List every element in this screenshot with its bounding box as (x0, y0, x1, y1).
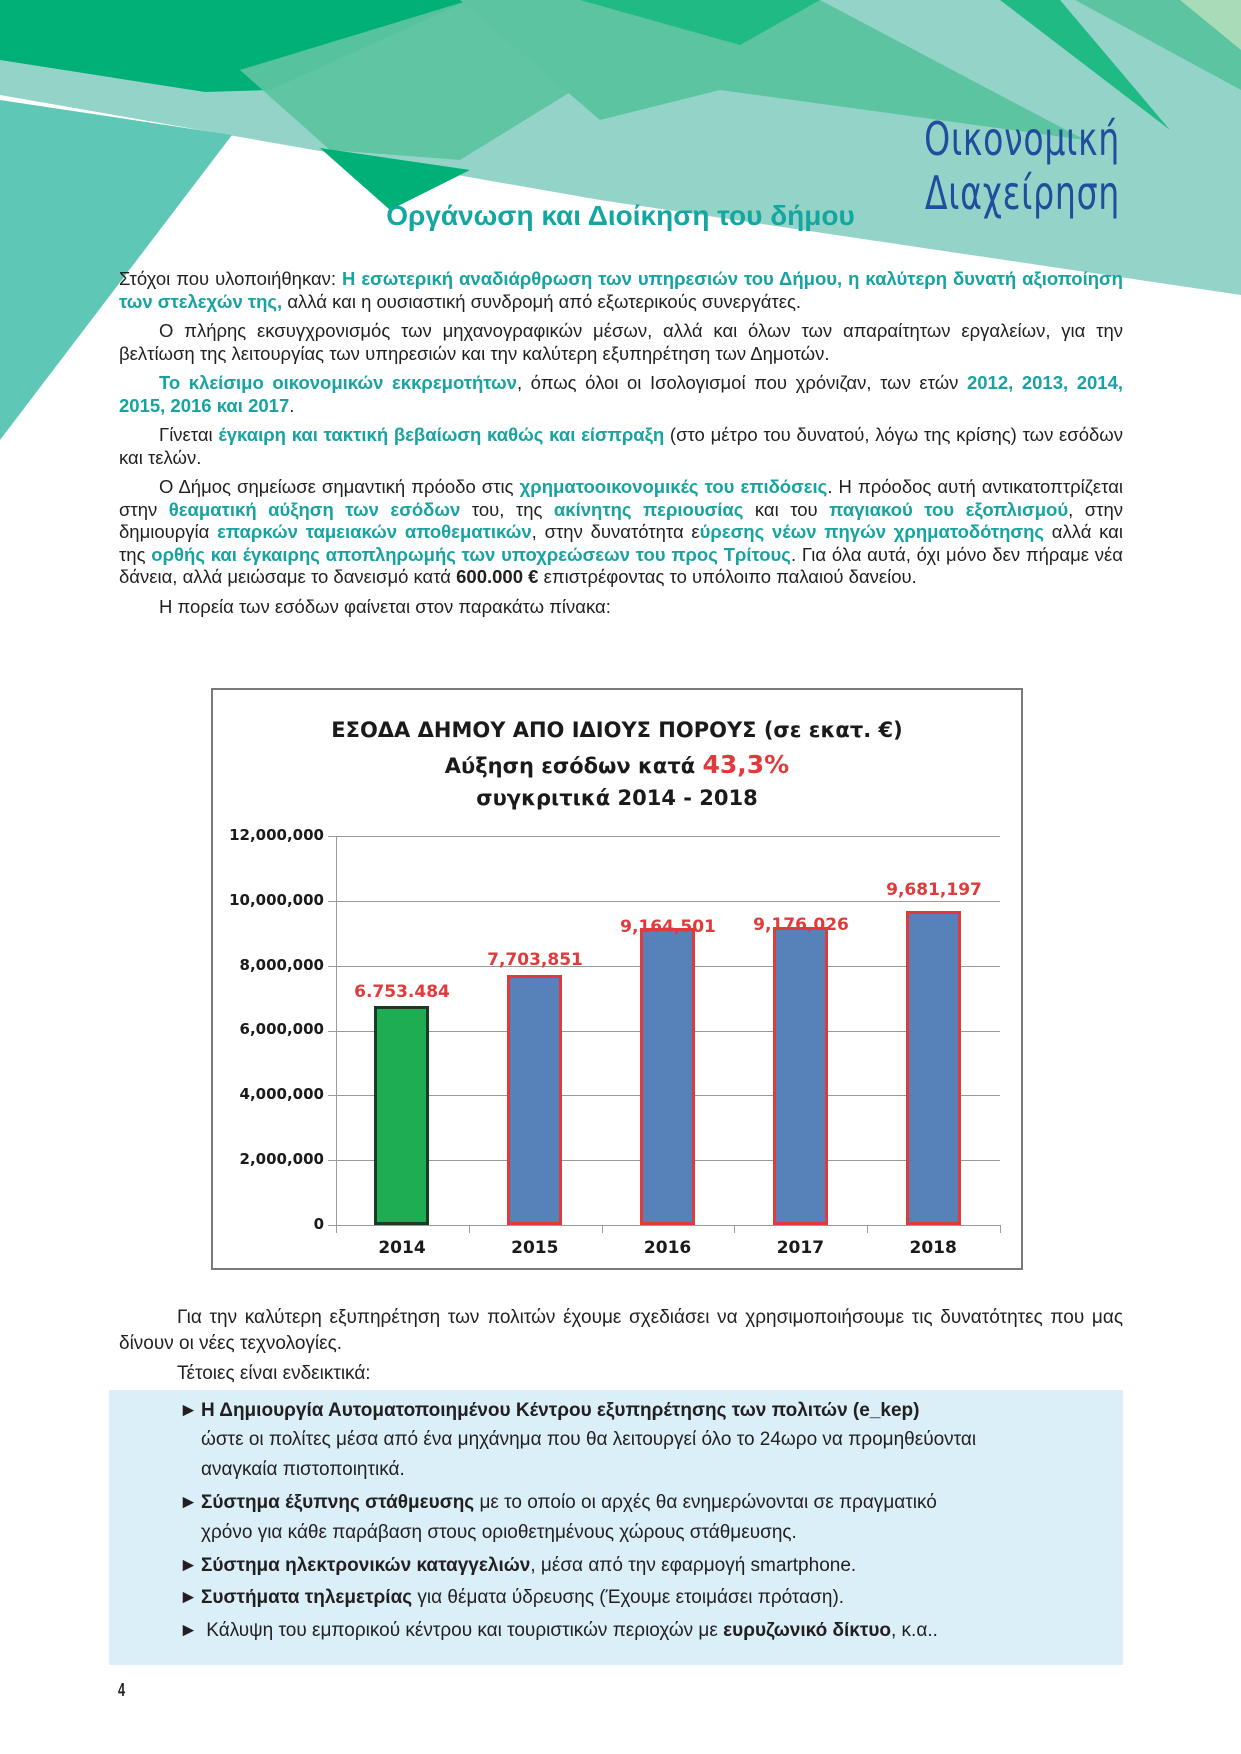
list-item-broadband: ► Κάλυψη του εμπορικού κέντρου και τουριστικών περιοχών με ευρυζωνικό δίκτυο, κ.α.. (179, 1620, 938, 1641)
list-item-continuation: αναγκαία πιστοποιητικά. (201, 1459, 405, 1480)
paragraph-pending: Το κλείσιμο οικονομικών εκκρεμοτήτων, όπως όλοι οι Ισολογισμοί που χρόνιζαν, των ετών 2012, 2013, 2014, 2015, 2016 και 2017. (119, 372, 1124, 416)
paragraph-collection: Γίνεται έγκαιρη και τακτική βεβαίωση καθώς και είσπραξη (στο μέτρο του δυνατού, λόγω της κρίσης) των εσόδων και τελών. (119, 424, 1124, 468)
revenue-chart (211, 688, 1023, 1270)
x-tick-label: 2017 (776, 1238, 825, 1258)
chart-title: ΕΣΟΔΑ ΔΗΜΟΥ ΑΠΟ ΙΔΙΟΥΣ ΠΟΡΟΥΣ (σε εκατ. €) (331, 718, 903, 742)
chart-subtitle: Αύξηση εσόδων κατά 43,3% (444, 750, 790, 779)
y-tick-label: 8,000,000 (239, 956, 324, 974)
plot-area (229, 826, 1000, 1258)
y-tick-label: 4,000,000 (239, 1085, 324, 1103)
paragraph-chart-intro: Η πορεία των εσόδων φαίνεται στον παρακάτω πίνακα: (159, 595, 611, 617)
page-number: 4 (118, 1680, 126, 1700)
bullet-arrow-icon: ► (179, 1400, 198, 1421)
x-tick-mark (867, 1225, 868, 1233)
data-label-2017: 9,176,026 (753, 915, 849, 935)
x-tick-label: 2014 (378, 1238, 426, 1258)
y-tick-label: 6,000,000 (239, 1020, 324, 1038)
y-tick-label: 12,000,000 (229, 826, 324, 844)
data-label-2018: 9,681,197 (886, 880, 982, 900)
x-tick-mark (469, 1225, 470, 1233)
x-tick-mark (336, 1225, 337, 1233)
x-tick-label: 2018 (909, 1238, 957, 1258)
list-item-telemetry: ► Συστήματα τηλεμετρίας για θέματα ύδρευσης (Έχουμε ετοιμάσει πρόταση). (179, 1587, 845, 1608)
paragraph-technologies: Για την καλύτερη εξυπηρέτηση των πολιτών έχουμε σχεδιάσει να χρησιμοποιήσουμε τις δυνατότητες που μας δίνουν οι νέες τεχνολογίες. (119, 1307, 1123, 1354)
bar-2016 (640, 928, 695, 1225)
x-tick-mark (1000, 1225, 1001, 1233)
data-label-2015: 7,703,851 (487, 950, 583, 970)
paragraph-examples-intro: Τέτοιες είναι ενδεικτικά: (177, 1363, 371, 1384)
y-tick-label: 0 (313, 1215, 324, 1233)
list-item-continuation: ώστε οι πολίτες μέσα από ένα μηχάνημα που θα λειτουργεί όλο το 24ωρο να προμηθεύονται (201, 1429, 977, 1450)
bar-2017 (773, 927, 828, 1225)
y-axis-line (336, 836, 337, 1225)
list-item-ekep: ► Η Δημιουργία Αυτοματοποιημένου Κέντρου εξυπηρέτησης των πολιτών (e_kep) (179, 1400, 920, 1421)
bullet-arrow-icon: ► (179, 1620, 198, 1641)
list-item-complaints: ► Σύστημα ηλεκτρονικών καταγγελιών, μέσα από την εφαρμογή smartphone. (179, 1555, 857, 1576)
bar-2014 (374, 1006, 429, 1225)
paragraph-modernization: Ο πλήρης εκσυγχρονισμός των μηχανογραφικών μέσων, αλλά και όλων των απαραίτητων εργαλείων, για την βελτίωση της λειτουργίας των υπηρεσιών και την καλύτερη εξυπηρέτηση των Δημοτών. (119, 320, 1123, 364)
gridline (328, 901, 1000, 902)
bullet-arrow-icon: ► (179, 1492, 198, 1513)
bullet-arrow-icon: ► (179, 1587, 198, 1608)
paragraph-progress: Ο Δήμος σημείωσε σημαντική πρόοδο στις χρηματοοικονομικές του επιδόσεις. Η πρόοδος αυτή αντικατοπτρίζεται στην θεαματική αύξηση των εσόδων του, της ακίνητης περιουσίας και του παγιακού του εξοπλισμού, στην δημιουργία επαρκών ταμειακών αποθεματικών, στην δυνατότητα εύρεσης νέων πηγών χρηματοδότησης αλλά και της ορθής και έγκαιρης αποπληρωμής των υποχρεώσεων του προς Τρίτους. Για όλα αυτά, όχι μόνο δεν πήραμε νέα δάνεια, αλλά μειώσαμε το δανεισμό κατά 600.000 € επιστρέφοντας το υπόλοιπο παλαιού δανείου. (119, 476, 1124, 587)
data-label-2014: 6.753.484 (354, 982, 450, 1002)
list-item-smart-parking: ► Σύστημα έξυπνης στάθμευσης με το οποίο οι αρχές θα ενημερώνονται σε πραγματικό (179, 1492, 937, 1513)
data-label-2016: 9,164,501 (620, 917, 716, 937)
initiatives-box (109, 1390, 1123, 1665)
list-item-continuation: χρόνο για κάθε παράβαση στους οριοθετημένους χώρους στάθμευσης. (201, 1522, 797, 1543)
chart-subtitle-years: συγκριτικά 2014 - 2018 (476, 786, 758, 810)
x-tick-label: 2015 (511, 1238, 559, 1258)
bar-2018 (906, 911, 961, 1225)
bar-2015 (507, 975, 562, 1225)
bullet-arrow-icon: ► (179, 1555, 198, 1576)
y-tick-label: 10,000,000 (229, 891, 324, 909)
section-subtitle: Οργάνωση και Διοίκηση του δήμου (386, 200, 855, 231)
x-tick-mark (602, 1225, 603, 1233)
body-text-upper (119, 268, 1123, 625)
x-axis-line (328, 1225, 1000, 1226)
x-tick-mark (734, 1225, 735, 1233)
page-title: Οικονομική Διαχείρηση (924, 112, 1120, 220)
x-tick-label: 2016 (643, 1238, 692, 1258)
y-tick-label: 2,000,000 (239, 1150, 324, 1168)
paragraph-goals: Στόχοι που υλοποιήθηκαν: Η εσωτερική αναδιάρθρωση των υπηρεσιών του Δήμου, η καλύτερη δυνατή αξιοποίηση των στελεχών της, αλλά και η ουσιαστική συνδρομή από εξωτερικούς συνεργάτες. (119, 268, 1123, 312)
gridline (328, 836, 1000, 837)
body-text-lower (119, 1305, 1123, 1387)
